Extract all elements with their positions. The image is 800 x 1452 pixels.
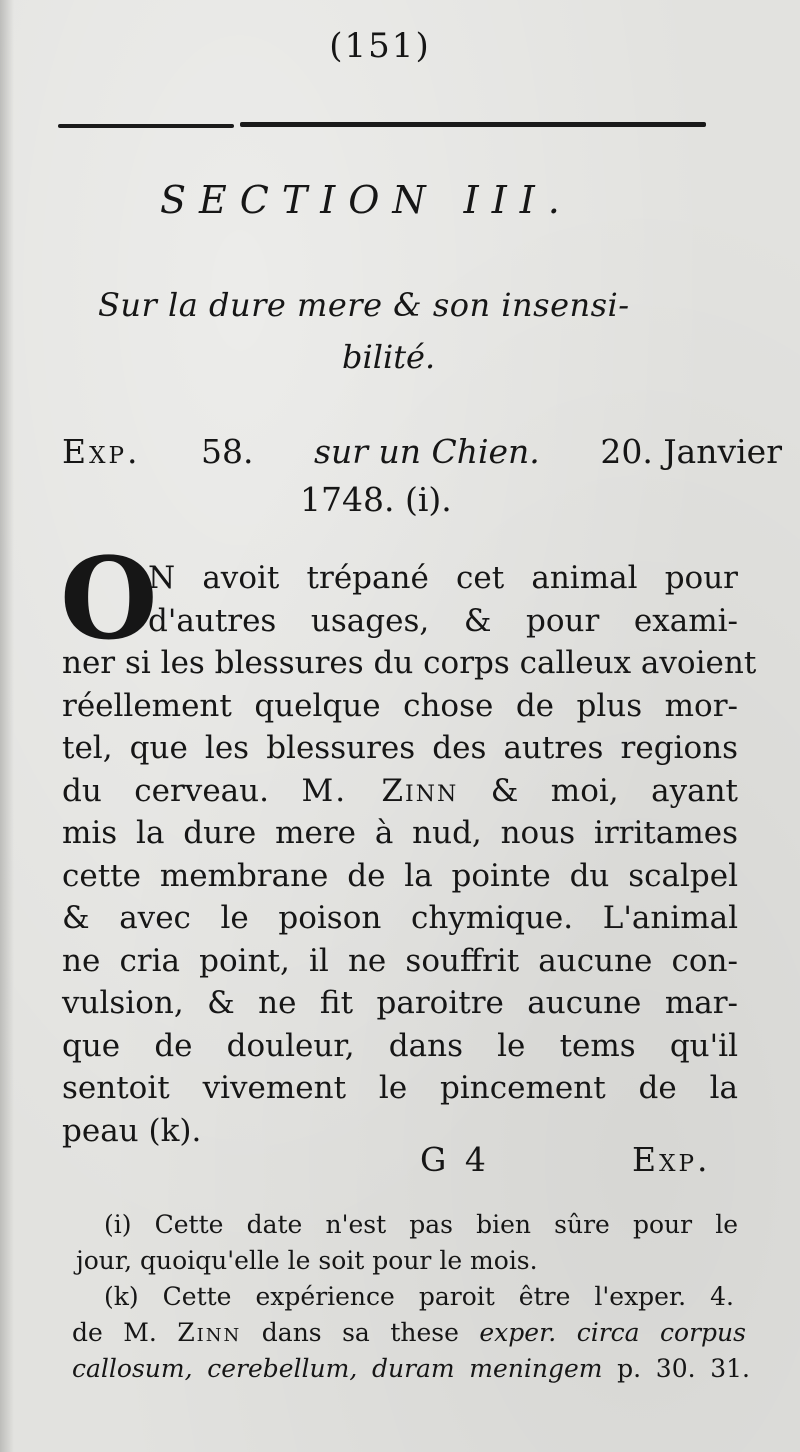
experiment-number: 58. [200,432,254,471]
body-line: tel, que les blessures des autres regions [62,730,738,766]
section-subtitle-line1: Sur la dure mere & son insensi- [98,286,630,324]
header-rule-left [58,124,234,128]
signature-mark: G 4 [420,1140,490,1179]
experiment-subject: sur un Chien. [314,432,540,471]
experiment-heading [62,432,782,471]
body-line: vulsion, & ne fit paroitre aucune mar- [62,985,738,1021]
experiment-date: 20. Janvier [600,432,782,471]
footnote-citation: exper. circa corpus [479,1318,746,1347]
author-name: M. Zinn [301,773,459,809]
footnote-author: Zinn [177,1318,242,1347]
body-line: cette membrane de la pointe du scalpel [62,858,738,894]
footnote-i-line1: (i) Cette date n'est pas bien sûre pour le [104,1210,738,1239]
page-number: (151) [329,26,431,66]
footnote-k-line2 [72,1318,746,1347]
body-line: ne cria point, il ne souffrit aucune con- [62,943,738,979]
footnote-i-line2: jour, quoiqu'elle le soit pour le mois. [76,1246,538,1275]
page-edge-shadow [0,0,14,1452]
section-subtitle-line2: bilité. [342,338,436,376]
experiment-label: Exp. [62,432,141,471]
footnote-text: de M. [72,1318,157,1347]
body-line: que de douleur, dans le tems qu'il [62,1028,738,1064]
body-line: d'autres usages, & pour exami- [148,603,738,639]
body-text: & moi, ayant [490,773,738,809]
body-line: sentoit vivement le pincement de la [62,1070,738,1106]
body-line: réellement quelque chose de plus mor- [62,688,738,724]
body-line: N avoit trépané cet animal pour [148,560,738,596]
body-line: mis la dure mere à nud, nous irritames [62,815,738,851]
body-text: du cerveau. [62,773,269,809]
footnote-citation: callosum, cerebellum, duram meningem [72,1354,603,1383]
body-line [62,773,738,809]
footnote-k-line3 [72,1354,750,1383]
header-rule-right [240,122,706,127]
drop-cap: O [60,534,158,665]
footnote-text: dans sa these [261,1318,459,1347]
body-line: & avec le poison chymique. L'animal [62,900,738,936]
experiment-year: 1748. (i). [300,480,452,519]
footnote-k-line1: (k) Cette expérience paroit être l'exper. 4. [104,1282,734,1311]
section-title: SECTION III. [160,178,573,222]
body-line: ner si les blessures du corps calleux avoient [62,645,757,681]
footnote-pages: p. 30. 31. [617,1354,750,1383]
body-line: peau (k). [62,1113,202,1149]
catchword: Exp. [632,1140,711,1179]
